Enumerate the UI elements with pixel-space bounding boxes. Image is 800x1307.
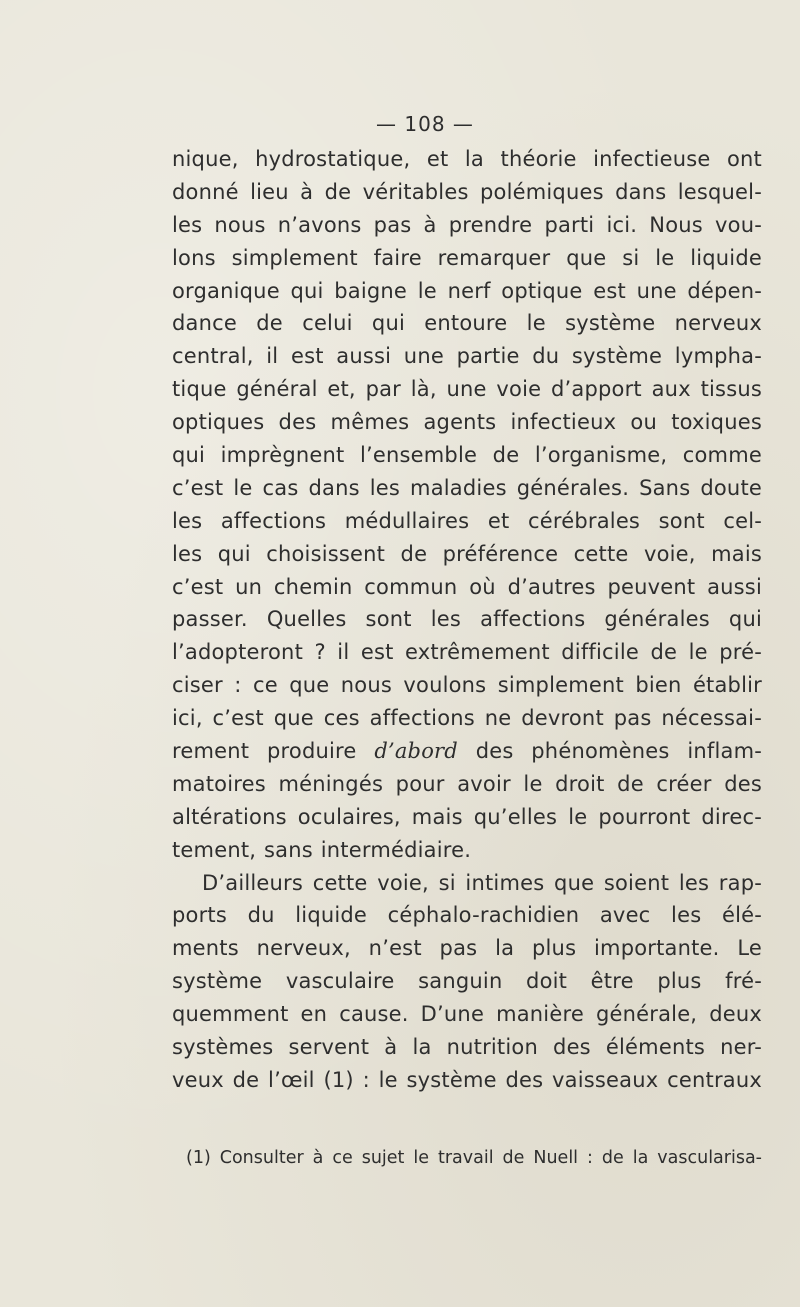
- italic-text: d’abord: [374, 739, 458, 764]
- text-line: quemment en cause. D’une manière générale, deux: [172, 1002, 762, 1027]
- text-line-paragraph-start: D’ailleurs cette voie, si intimes que soient les rap-: [202, 870, 762, 895]
- text-line: ments nerveux, n’est pas la plus importante. Le: [172, 936, 762, 961]
- text-line: ici, c’est que ces affections ne devront pas nécessai-: [172, 706, 762, 731]
- footnote: (1) Consulter à ce sujet le travail de Nuell : de la vascularisa-: [186, 1148, 762, 1168]
- text-line: passer. Quelles sont les affections générales qui: [172, 607, 762, 632]
- text-line: organique qui baigne le nerf optique est une dépen-: [172, 278, 762, 303]
- text-line: ports du liquide céphalo-rachidien avec les élé-: [172, 903, 762, 928]
- text-line: nique, hydrostatique, et la théorie infectieuse ont: [172, 147, 762, 171]
- text-line: optiques des mêmes agents infectieux ou toxiques: [172, 410, 762, 435]
- text-segment: des phénomènes inflam-: [457, 739, 763, 764]
- body-text: [172, 143, 762, 1097]
- text-line: systèmes servent à la nutrition des éléments ner-: [172, 1035, 762, 1060]
- text-line: les nous n’avons pas à prendre parti ici. Nous vou-: [172, 212, 762, 237]
- text-line: ciser : ce que nous voulons simplement bien établir: [172, 673, 762, 698]
- text-line-paragraph-end: tement, sans intermédiaire.: [172, 837, 472, 862]
- text-line: tique général et, par là, une voie d’apport aux tissus: [172, 377, 762, 402]
- text-line: lons simplement faire remarquer que si le liquide: [172, 245, 762, 270]
- text-segment: rement produire: [172, 739, 375, 764]
- page-header: [0, 112, 800, 136]
- text-line: central, il est aussi une partie du système lympha-: [172, 344, 762, 369]
- text-line: dance de celui qui entoure le système nerveux: [172, 311, 762, 336]
- text-line: qui imprègnent l’ensemble de l’organisme, comme: [172, 443, 762, 468]
- text-line: c’est le cas dans les maladies générales. Sans doute: [172, 475, 762, 500]
- text-line: les affections médullaires et cérébrales sont cel-: [172, 508, 762, 533]
- text-line-with-italic: [172, 735, 762, 768]
- text-line: donné lieu à de véritables polémiques dans lesquel-: [172, 179, 762, 204]
- text-line: c’est un chemin commun où d’autres peuvent aussi: [172, 574, 762, 599]
- text-line: altérations oculaires, mais qu’elles le pourront direc-: [172, 804, 762, 829]
- text-line: système vasculaire sanguin doit être plus fré-: [172, 969, 762, 994]
- text-line: les qui choisissent de préférence cette voie, mais: [172, 541, 762, 566]
- page-number: — 108 —: [376, 112, 474, 136]
- text-line: l’adopteront ? il est extrêmement difficile de le pré-: [172, 640, 762, 665]
- text-line: matoires méningés pour avoir le droit de créer des: [172, 771, 762, 796]
- text-line: veux de l’œil (1) : le système des vaisseaux centraux: [172, 1067, 762, 1092]
